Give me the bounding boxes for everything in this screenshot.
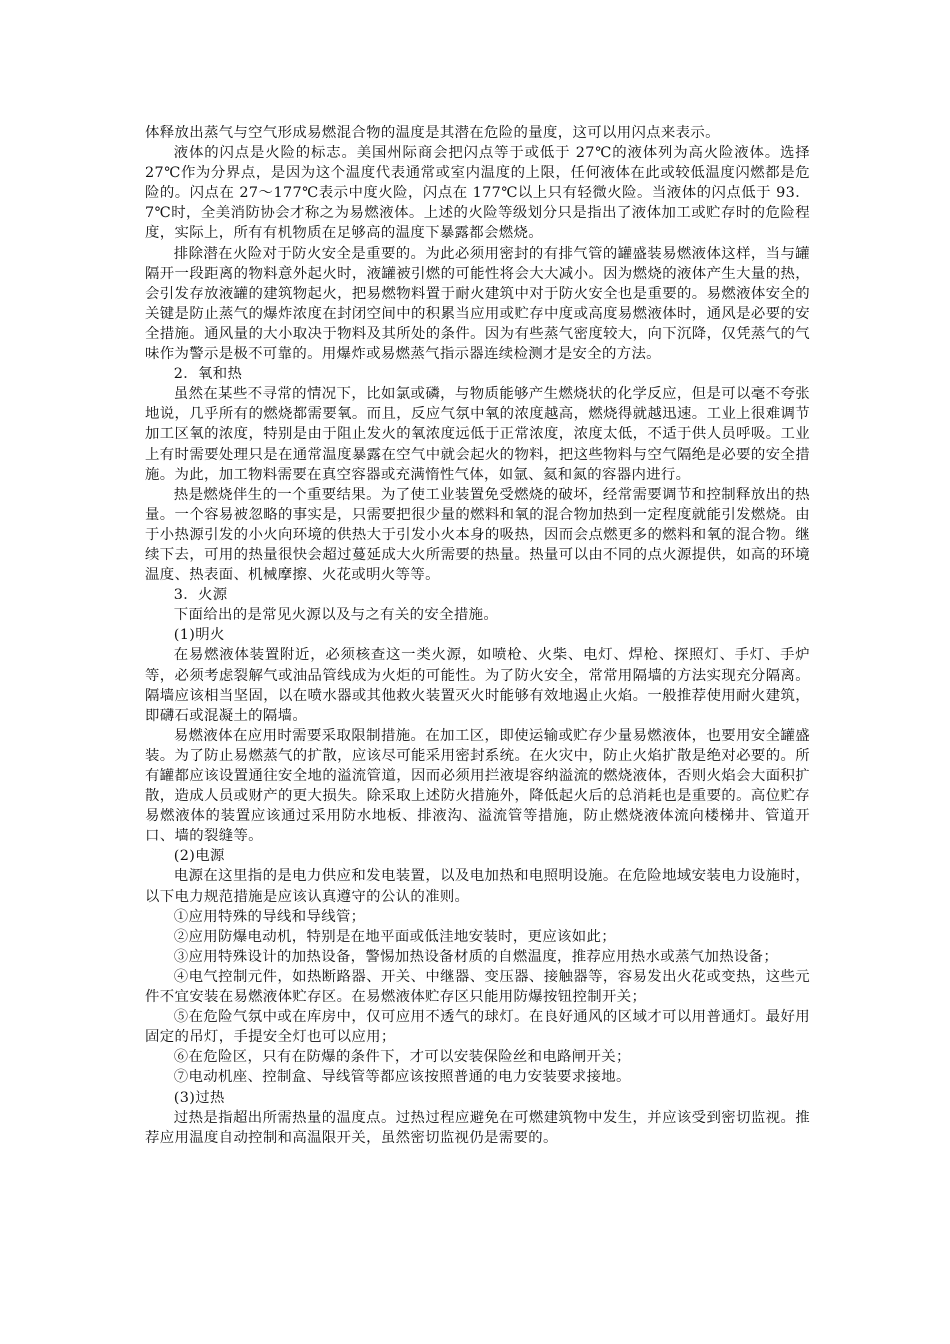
- heading-ignition-sources: 3．火源: [173, 587, 228, 604]
- list-item-2: ②应用防爆电动机，特别是在地平面或低洼地安装时，更应该如此；: [173, 928, 617, 945]
- list-item-3: ③应用特殊设计的加热设备，警惕加热设备材质的自燃温度，推荐应用热水或蒸气加热设备；: [173, 948, 779, 965]
- heading-electrical: (2)电源: [173, 848, 225, 865]
- body-text: [145, 123, 810, 1148]
- list-item-7: ⑦电动机座、控制盒、导线管等都应该按照普通的电力安装要求接地。: [173, 1069, 631, 1086]
- paragraph-fire-hazard: 排除潜在火险对于防火安全是重要的。为此必须用密封的有排气管的罐盛装易燃液体这样，当与罐隔开一段距离的物料意外起火时，液罐被引燃的可能性将会大大减小。因为燃烧的液体产生大量的热，会引发存放液罐的建筑物起火，把易燃物料置于耐火建筑中对于防火安全也是重要的。易燃液体安全的关键是防止蒸气的爆炸浓度在封闭空间中的积累当应用或贮存中度或高度易燃液体时，通风是必要的安全措施。通风量的大小取决于物料及其所处的条件。因为有些蒸气密度较大，向下沉降，仅凭蒸气的气味作为警示是极不可靠的。用爆炸或易燃蒸气指示器连续检测才是安全的方法。: [145, 245, 810, 363]
- paragraph-oxygen: 虽然在某些不寻常的情况下，比如氯或磷，与物质能够产生燃烧状的化学反应，但是可以毫不夸张地说，几乎所有的燃烧都需要氧。而且，反应气氛中氧的浓度越高，燃烧得就越迅速。工业上很难调节加工区氧的浓度，特别是由于阻止发火的氧浓度远低于正常浓度，浓度太低，不适于供人员呼吸。工业上有时需要处理只是在通常温度暴露在空气中就会起火的物料，把这些物料与空气隔绝是必要的安全措施。为此，加工物料需要在真空容器或充满惰性气体，如氩、氦和氮的容器内进行。: [145, 386, 810, 483]
- paragraph-heat: 热是燃烧伴生的一个重要结果。为了使工业装置免受燃烧的破坏，经常需要调节和控制释放出的热量。一个容易被忽略的事实是，只需要把很少量的燃料和氧的混合物加热到一定程度就能引发燃烧。由于小热源引发的小火向环境的供热大于引发小火本身的吸热，因而会点燃更多的燃料和氧的混合物。继续下去，可用的热量很快会超过蔓延成大火所需要的热量。热量可以由不同的点火源提供，如高的环境温度、热表面、机械摩擦、火花或明火等等。: [145, 486, 810, 584]
- paragraph-electrical: 电源在这里指的是电力供应和发电装置，以及电加热和电照明设施。在危险地域安装电力设施时，以下电力规范措施是应该认真遵守的公认的准则。: [145, 868, 810, 905]
- paragraph-flammable-liquid: 易燃液体在应用时需要采取限制措施。在加工区，即使运输或贮存少量易燃液体，也要用安全罐盛装。为了防止易燃蒸气的扩散，应该尽可能采用密封系统。在火灾中，防止火焰扩散是绝对必要的。所有罐都应该设置通往安全地的溢流管道，因而必须用拦液堤容纳溢流的燃烧液体，否则火焰会大面积扩散，造成人员或财产的更大损失。除采取上述防火措施外，降低起火后的总消耗也是重要的。高位贮存易燃液体的装置应该通过采用防水地板、排液沟、溢流管等措施，防止燃烧液体流向楼梯井、管道开口、墙的裂缝等。: [145, 727, 810, 845]
- heading-open-flame: (1)明火: [173, 627, 225, 644]
- paragraph-ignition-intro: 下面给出的是常见火源以及与之有关的安全措施。: [173, 607, 499, 624]
- paragraph-overheat: 过热是指超出所需热量的温度点。过热过程应避免在可燃建筑物中发生，并应该受到密切监视。推荐应用温度自动控制和高温限开关，虽然密切监视仍是需要的。: [145, 1109, 810, 1146]
- list-item-4: ④电气控制元件，如热断路器、开关、中继器、变压器、接触器等，容易发出火花或变热，这些元件不宜安装在易燃液体贮存区。在易燃液体贮存区只能用防爆按钮控制开关；: [145, 968, 810, 1006]
- paragraph-flash-point: 液体的闪点是火险的标志。美国州际商会把闪点等于或低于 27℃的液体列为高火险液体。选择 27℃作为分界点，是因为这个温度代表通常或室内温度的上限，任何液体在此或较低温度闪燃都是危险的。闪点在 27～177℃表示中度火险，闪点在 177℃以上只有轻微火险。当液体的闪点低于 93．7℃时，全美消防协会才称之为易燃液体。上述的火险等级划分只是指出了液体加工或贮存时的危险程度，实际上，所有有机物质在足够高的温度下暴露都会燃烧。: [145, 145, 810, 242]
- list-item-1: ①应用特殊的导线和导线管；: [173, 908, 366, 925]
- paragraph-1: 体释放出蒸气与空气形成易燃混合物的温度是其潜在危险的量度，这可以用闪点来表示。: [145, 125, 720, 141]
- list-item-5: ⑤在危险气氛中或在库房中，仅可应用不透气的球灯。在良好通风的区域才可以用普通灯。最好用固定的吊灯，手提安全灯也可以应用；: [145, 1009, 810, 1046]
- heading-oxygen-heat: 2．氧和热: [173, 366, 243, 383]
- list-item-6: ⑥在危险区，只有在防爆的条件下，才可以安装保险丝和电路闸开关；: [173, 1049, 631, 1066]
- heading-overheat: (3)过热: [173, 1089, 225, 1106]
- paragraph-open-flame: 在易燃液体装置附近，必须核查这一类火源，如喷枪、火柴、电灯、焊枪、探照灯、手灯、手炉等，必须考虑裂解气或油品管线成为火炬的可能性。为了防火安全，常常用隔墙的方法实现充分隔离。隔墙应该相当坚固，以在喷水器或其他救火装置灭火时能够有效地遏止火焰。一般推荐使用耐火建筑，即礴石或混凝土的隔墙。: [145, 647, 810, 724]
